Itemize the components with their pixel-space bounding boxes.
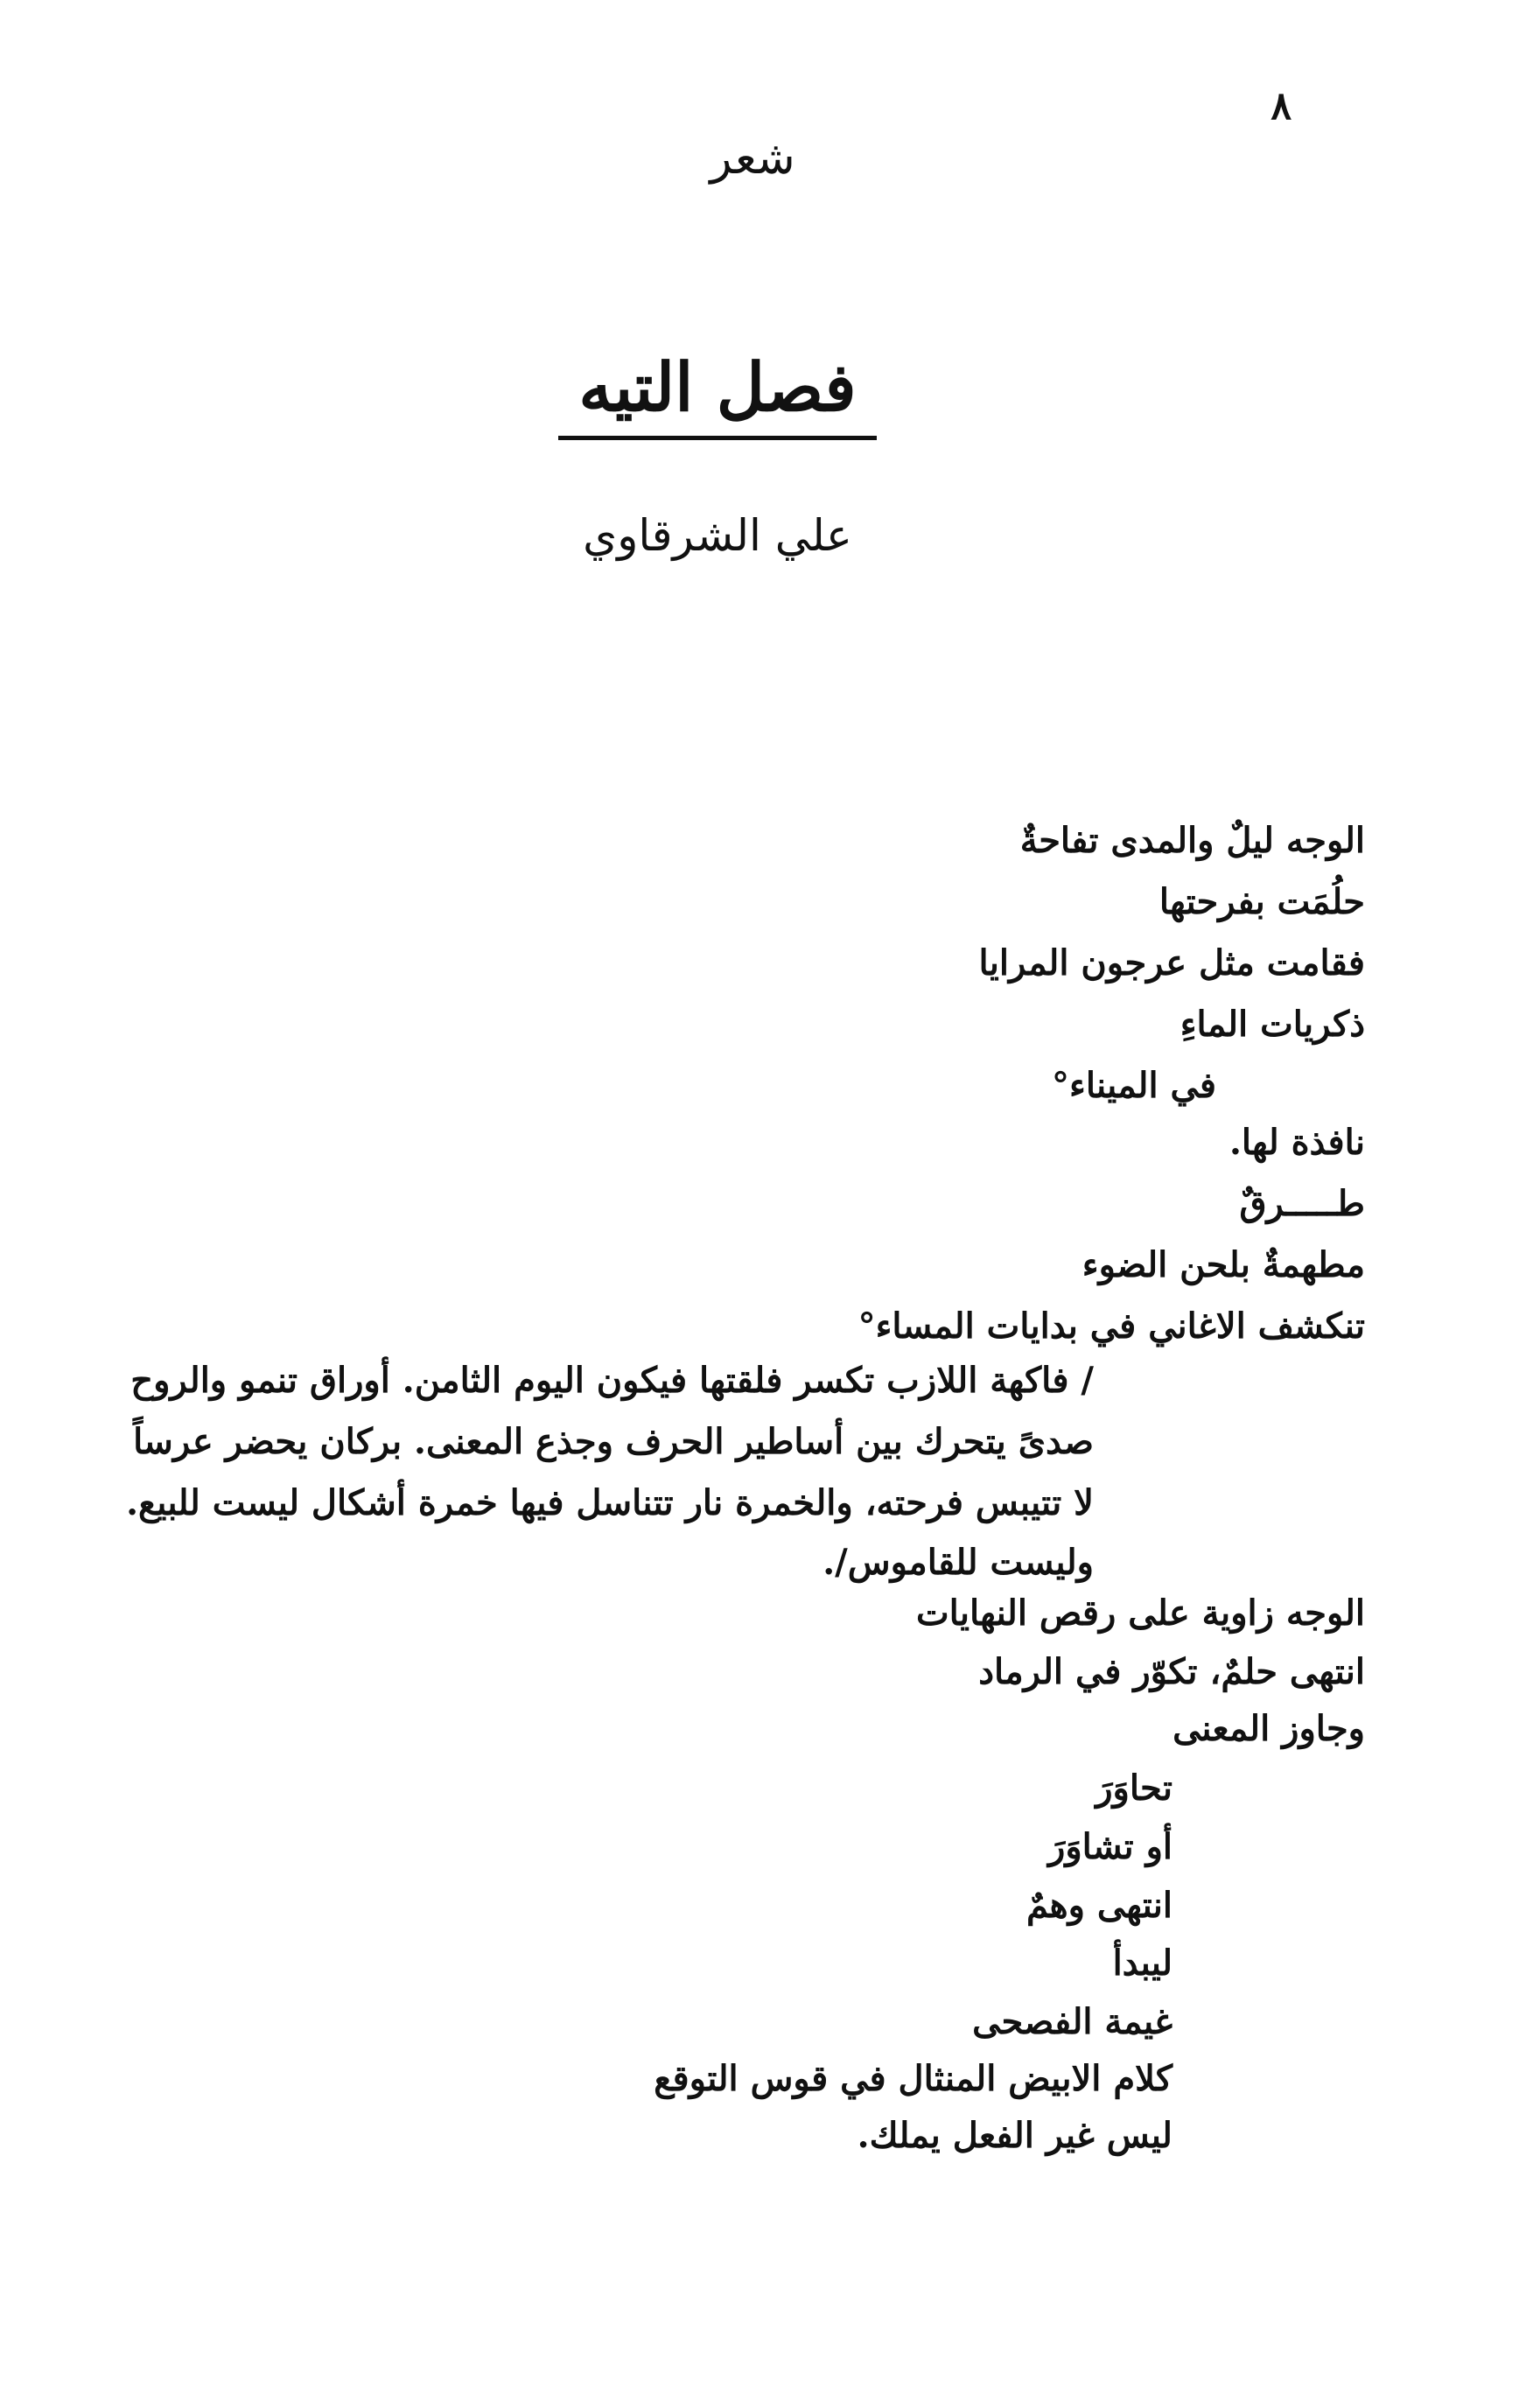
poem-line: مطهمةٌ بلحن الضوء <box>1082 1244 1365 1285</box>
page-number: ٨ <box>1270 84 1292 129</box>
poem-line: تنكشف الاغاني في بدايات المساء° <box>858 1306 1365 1347</box>
poem-line: طـــــرقٌ <box>1239 1183 1365 1224</box>
poem-line: نافذة لها. <box>1228 1122 1365 1163</box>
prose-line: صدىً يتحرك بين أساطير الحرف وجذع المعنى. بركان يحضر عرساً <box>133 1421 1094 1462</box>
poem-line: حلُمَت بفرحتها <box>1158 881 1365 922</box>
prose-line: لا تتيبس فرحته، والخمرة نار تتناسل فيها خمرة أشكال ليست للبيع. <box>126 1482 1094 1523</box>
poem-line: تحاوَرَ <box>1096 1768 1172 1809</box>
prose-line: / فاكهة اللازب تكسر فلقتها فيكون اليوم الثامن. أوراق تنمو والروح <box>130 1360 1094 1401</box>
poem-line: غيمة الفصحى <box>972 2001 1172 2042</box>
poem-title: فصل التيه <box>578 348 857 426</box>
section-label: شعر <box>710 132 795 185</box>
poem-line: ليس غير الفعل يملك. <box>857 2115 1172 2156</box>
poem-line: أو تشاوَرَ <box>1048 1826 1172 1867</box>
title-underline <box>558 436 877 440</box>
poem-line: في الميناء° <box>1052 1065 1216 1106</box>
author-name: علي الشرقاوي <box>583 510 852 561</box>
poem-line: ذكريات الماءِ <box>1180 1004 1365 1045</box>
poem-line: الوجه زاوية على رقص النهايات <box>915 1592 1365 1634</box>
poem-line: انتهى وهمٌ <box>1026 1885 1172 1926</box>
poem-line: فقامت مثل عرجون المرايا <box>978 942 1365 984</box>
poem-line: كلام الابيض المنثال في قوس التوقع <box>654 2058 1172 2099</box>
prose-line: وليست للقاموس/. <box>822 1542 1094 1583</box>
poem-line: الوجه ليلٌ والمدى تفاحةٌ <box>1019 820 1365 861</box>
poem-line: وجاوز المعنى <box>1172 1708 1365 1749</box>
poem-line: انتهى حلمٌ، تكوّر في الرماد <box>978 1651 1365 1692</box>
poem-line: ليبدأ <box>1112 1942 1172 1984</box>
